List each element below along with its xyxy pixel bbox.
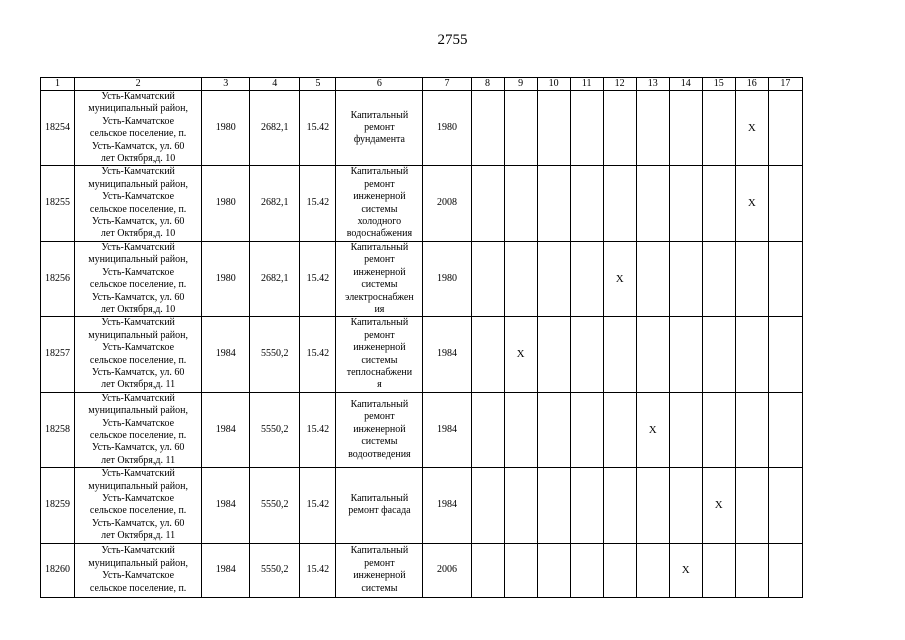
work-type-cell-line: холодного	[357, 216, 402, 228]
table-row	[41, 166, 803, 241]
work-type-cell-line: Капитальный	[350, 493, 409, 504]
area-cell: 2682,1	[250, 166, 300, 241]
work-type-cell-line: системы	[361, 582, 398, 594]
code-cell: 15.42	[300, 241, 336, 316]
address-cell-line: Усть-Камчатский	[101, 392, 175, 404]
address-cell-line: муниципальный район,	[88, 405, 188, 417]
work-year-cell: 1980	[423, 91, 471, 166]
mark-cell-col-17	[768, 91, 802, 166]
work-type-cell-line: инженерной	[353, 570, 406, 582]
address-cell-line: Усть-Камчатск, ул. 60	[91, 216, 185, 228]
work-type-cell-line: ремонт	[364, 122, 395, 134]
area-cell: 5550,2	[250, 543, 300, 597]
address-cell-line: муниципальный район,	[88, 480, 188, 492]
address-cell-line: Усть-Камчатск, ул. 60	[91, 442, 185, 454]
address-cell-line: муниципальный район,	[88, 254, 188, 266]
mark-cell-col-16	[735, 392, 768, 467]
work-year-cell: 2006	[423, 543, 471, 597]
address-cell-line: муниципальный район,	[88, 103, 188, 115]
column-header-11: 11	[570, 78, 603, 91]
mark-cell-col-11	[570, 241, 603, 316]
column-header-14: 14	[669, 78, 702, 91]
work-type-cell	[336, 241, 423, 316]
mark-cell-col-15	[702, 241, 735, 316]
mark-cell-col-9	[504, 543, 537, 597]
mark-cell-col-15	[702, 317, 735, 392]
code-cell: 15.42	[300, 468, 336, 543]
work-year-cell: 1984	[423, 392, 471, 467]
address-cell-line: Усть-Камчатское	[102, 115, 175, 127]
mark-cell-col-8	[471, 166, 504, 241]
code-cell: 15.42	[300, 166, 336, 241]
work-type-cell-line: я	[377, 379, 382, 391]
mark-cell-col-13	[636, 468, 669, 543]
address-cell	[75, 543, 202, 597]
table-row	[41, 543, 803, 597]
mark-cell-col-11	[570, 468, 603, 543]
mark-cell-col-11	[570, 543, 603, 597]
mark-cell-col-14	[669, 317, 702, 392]
row-id-cell: 18254	[41, 91, 75, 166]
area-cell: 2682,1	[250, 241, 300, 316]
mark-cell-col-9: X	[504, 317, 537, 392]
work-type-cell-line: Капитальный	[350, 109, 409, 121]
work-year-cell: 1984	[423, 468, 471, 543]
table-row	[41, 317, 803, 392]
address-cell-line: Усть-Камчатск, ул. 60	[91, 517, 185, 529]
column-header-1: 1	[41, 78, 75, 91]
column-header-4: 4	[250, 78, 300, 91]
address-cell-line: Усть-Камчатское	[102, 570, 175, 582]
work-type-cell	[336, 468, 423, 543]
mark-cell-col-17	[768, 392, 802, 467]
mark-cell-col-10	[537, 166, 570, 241]
mark-cell-col-14	[669, 468, 702, 543]
mark-cell-col-9	[504, 468, 537, 543]
address-cell-line: лет Октября,д. 10	[100, 228, 176, 240]
mark-cell-col-12	[603, 468, 636, 543]
row-id-cell: 18259	[41, 468, 75, 543]
work-type-cell-line: ремонт	[364, 254, 395, 266]
year-built-cell: 1980	[202, 91, 250, 166]
address-cell-line: Усть-Камчатское	[102, 342, 175, 354]
mark-cell-col-15	[702, 392, 735, 467]
mark-cell-col-8	[471, 543, 504, 597]
code-cell: 15.42	[300, 317, 336, 392]
mark-cell-col-15	[702, 166, 735, 241]
work-year-cell: 1980	[423, 241, 471, 316]
mark-cell-col-16	[735, 468, 768, 543]
mark-cell-col-8	[471, 392, 504, 467]
table-row	[41, 241, 803, 316]
column-header-10: 10	[537, 78, 570, 91]
code-cell: 15.42	[300, 543, 336, 597]
work-type-cell-line: ремонт	[364, 557, 395, 569]
address-cell	[75, 241, 202, 316]
code-cell: 15.42	[300, 392, 336, 467]
mark-cell-col-17	[768, 241, 802, 316]
mark-cell-col-9	[504, 392, 537, 467]
mark-cell-col-10	[537, 91, 570, 166]
work-type-cell	[336, 392, 423, 467]
work-type-cell-line: системы	[361, 203, 398, 215]
mark-cell-col-9	[504, 166, 537, 241]
address-cell-line: Усть-Камчатск, ул. 60	[91, 140, 185, 152]
mark-cell-col-10	[537, 241, 570, 316]
header-row	[41, 78, 803, 91]
table-row	[41, 468, 803, 543]
work-type-cell-line: Капитальный	[350, 545, 409, 557]
mark-cell-col-14	[669, 392, 702, 467]
mark-cell-col-8	[471, 241, 504, 316]
mark-cell-col-13: X	[636, 392, 669, 467]
mark-cell-col-9	[504, 241, 537, 316]
address-cell-line: сельское поселение, п.	[89, 128, 187, 140]
address-cell-line: Усть-Камчатский	[101, 166, 175, 178]
mark-cell-col-13	[636, 166, 669, 241]
column-header-12: 12	[603, 78, 636, 91]
mark-cell-col-13	[636, 241, 669, 316]
mark-cell-col-11	[570, 166, 603, 241]
mark-cell-col-10	[537, 543, 570, 597]
mark-cell-col-15: X	[702, 468, 735, 543]
work-type-cell-line: ия	[374, 303, 385, 315]
mark-cell-col-8	[471, 468, 504, 543]
address-cell-line: сельское поселение, п.	[89, 582, 187, 594]
work-type-cell-line: Капитальный	[350, 317, 409, 329]
mark-cell-col-8	[471, 91, 504, 166]
row-id-cell: 18257	[41, 317, 75, 392]
address-cell-line: Усть-Камчатский	[101, 545, 175, 557]
address-cell-line: Усть-Камчатск, ул. 60	[91, 291, 185, 303]
mark-cell-col-10	[537, 468, 570, 543]
work-type-cell	[336, 91, 423, 166]
work-type-cell-line: системы	[361, 436, 398, 448]
area-cell: 5550,2	[250, 468, 300, 543]
column-header-16: 16	[735, 78, 768, 91]
year-built-cell: 1984	[202, 317, 250, 392]
mark-cell-col-14	[669, 166, 702, 241]
mark-cell-col-16	[735, 317, 768, 392]
mark-cell-col-17	[768, 317, 802, 392]
column-header-13: 13	[636, 78, 669, 91]
mark-cell-col-12	[603, 91, 636, 166]
work-year-cell: 1984	[423, 317, 471, 392]
table-row	[41, 91, 803, 166]
area-cell: 5550,2	[250, 317, 300, 392]
mark-cell-col-15	[702, 91, 735, 166]
year-built-cell: 1984	[202, 468, 250, 543]
address-cell-line: муниципальный район,	[88, 329, 188, 341]
work-type-cell-line: инженерной	[353, 423, 406, 435]
address-cell-line: Усть-Камчатский	[101, 468, 175, 480]
work-type-cell-line: системы	[361, 354, 398, 366]
address-cell-line: лет Октября,д. 11	[101, 530, 176, 542]
address-cell-line: муниципальный район,	[88, 557, 188, 569]
mark-cell-col-17	[768, 166, 802, 241]
address-cell-line: лет Октября,д. 11	[101, 379, 176, 391]
mark-cell-col-16: X	[735, 91, 768, 166]
mark-cell-col-14: X	[669, 543, 702, 597]
address-cell-line: сельское поселение, п.	[89, 279, 187, 291]
mark-cell-col-16: X	[735, 166, 768, 241]
address-cell-line: Усть-Камчатский	[101, 317, 175, 329]
mark-cell-col-12: X	[603, 241, 636, 316]
address-cell-line: Усть-Камчатский	[101, 91, 175, 102]
address-cell-line: лет Октября,д. 10	[100, 153, 176, 165]
row-id-cell: 18258	[41, 392, 75, 467]
address-cell-line: Усть-Камчатск, ул. 60	[91, 366, 185, 378]
address-cell-line: Усть-Камчатское	[102, 417, 175, 429]
mark-cell-col-12	[603, 392, 636, 467]
work-type-cell-line: фундамента	[353, 134, 405, 146]
address-cell	[75, 468, 202, 543]
mark-cell-col-13	[636, 91, 669, 166]
page-number: 2755	[437, 32, 468, 48]
work-type-cell-line: ремонт фасада	[348, 505, 411, 517]
work-type-cell-line: ремонт	[364, 411, 395, 423]
work-type-cell-line: электроснабжен	[345, 291, 414, 303]
address-cell-line: сельское поселение, п.	[89, 203, 187, 215]
year-built-cell: 1980	[202, 166, 250, 241]
address-cell-line: лет Октября,д. 10	[100, 303, 176, 315]
address-cell-line: сельское поселение, п.	[89, 354, 187, 366]
work-type-cell-line: ремонт	[364, 329, 395, 341]
column-header-7: 7	[423, 78, 471, 91]
address-cell-line: Усть-Камчатский	[101, 241, 175, 253]
address-cell	[75, 392, 202, 467]
address-cell-line: лет Октября,д. 11	[101, 454, 176, 466]
address-cell-line: сельское поселение, п.	[89, 505, 187, 517]
table-body	[41, 91, 803, 598]
mark-cell-col-13	[636, 317, 669, 392]
year-built-cell: 1984	[202, 543, 250, 597]
address-cell	[75, 317, 202, 392]
mark-cell-col-15	[702, 543, 735, 597]
work-type-cell-line: водоснабжения	[346, 228, 413, 240]
mark-cell-col-12	[603, 543, 636, 597]
mark-cell-col-12	[603, 166, 636, 241]
mark-cell-col-9	[504, 91, 537, 166]
mark-cell-col-16	[735, 241, 768, 316]
address-cell	[75, 91, 202, 166]
year-built-cell: 1984	[202, 392, 250, 467]
column-header-5: 5	[300, 78, 336, 91]
mark-cell-col-8	[471, 317, 504, 392]
address-cell-line: муниципальный район,	[88, 178, 188, 190]
work-type-cell-line: теплоснабжени	[346, 366, 413, 378]
table-row	[41, 392, 803, 467]
area-cell: 5550,2	[250, 392, 300, 467]
work-type-cell	[336, 543, 423, 597]
address-cell	[75, 166, 202, 241]
register-table	[40, 77, 803, 598]
address-cell-line: Усть-Камчатское	[102, 493, 175, 504]
work-type-cell-line: инженерной	[353, 342, 406, 354]
work-type-cell	[336, 317, 423, 392]
mark-cell-col-10	[537, 317, 570, 392]
row-id-cell: 18255	[41, 166, 75, 241]
mark-cell-col-11	[570, 91, 603, 166]
mark-cell-col-17	[768, 543, 802, 597]
address-cell-line: Усть-Камчатское	[102, 266, 175, 278]
work-type-cell-line: инженерной	[353, 266, 406, 278]
row-id-cell: 18256	[41, 241, 75, 316]
column-header-2: 2	[75, 78, 202, 91]
work-type-cell-line: Капитальный	[350, 166, 409, 178]
address-cell-line: Усть-Камчатское	[102, 191, 175, 203]
mark-cell-col-14	[669, 241, 702, 316]
work-type-cell-line: системы	[361, 279, 398, 291]
work-type-cell-line: Капитальный	[350, 241, 409, 253]
area-cell: 2682,1	[250, 91, 300, 166]
work-type-cell-line: ремонт	[364, 178, 395, 190]
mark-cell-col-10	[537, 392, 570, 467]
row-id-cell: 18260	[41, 543, 75, 597]
column-header-6: 6	[336, 78, 423, 91]
work-type-cell-line: Капитальный	[350, 398, 409, 410]
mark-cell-col-12	[603, 317, 636, 392]
work-type-cell-line: водоотведения	[348, 448, 411, 460]
column-header-9: 9	[504, 78, 537, 91]
work-year-cell: 2008	[423, 166, 471, 241]
year-built-cell: 1980	[202, 241, 250, 316]
mark-cell-col-13	[636, 543, 669, 597]
address-cell-line: сельское поселение, п.	[89, 429, 187, 441]
mark-cell-col-17	[768, 468, 802, 543]
code-cell: 15.42	[300, 91, 336, 166]
column-header-3: 3	[202, 78, 250, 91]
work-type-cell	[336, 166, 423, 241]
mark-cell-col-16	[735, 543, 768, 597]
column-header-8: 8	[471, 78, 504, 91]
column-header-17: 17	[768, 78, 802, 91]
mark-cell-col-14	[669, 91, 702, 166]
mark-cell-col-11	[570, 317, 603, 392]
column-header-15: 15	[702, 78, 735, 91]
mark-cell-col-11	[570, 392, 603, 467]
work-type-cell-line: инженерной	[353, 191, 406, 203]
